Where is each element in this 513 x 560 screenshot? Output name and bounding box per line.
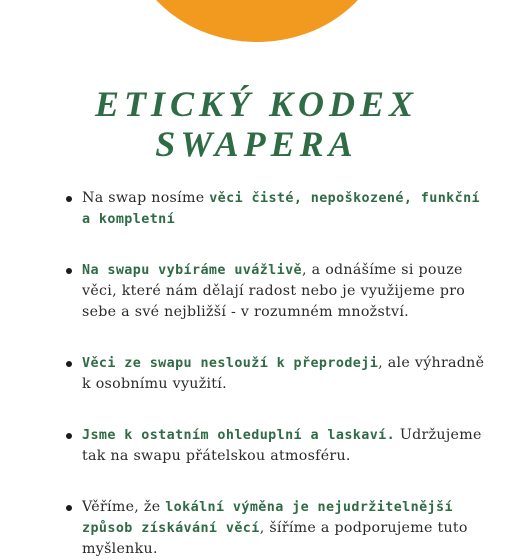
list-item [64,260,494,323]
item-highlight: lokální výměna je nejudržitelnější způsob získávání věcí [82,500,453,536]
orange-decorative-shape [126,0,388,42]
item-highlight: Věci ze swapu neslouží k přeprodeji [82,356,379,371]
item-text: Věříme, že [82,499,166,515]
item-text-end: Udržujeme tak na swapu přátelskou atmosféru. [82,427,482,464]
list-item [64,425,494,467]
item-highlight: věci čisté, nepoškozené, funkční a kompletní [82,191,480,227]
list-item [64,353,494,395]
title-line-2: SWAPERA [155,124,358,164]
item-text-end: , a odnášíme si pouze věci, které nám dělají radost nebo je využijeme pro sebe a své nejbližší - v rozumném množství. [82,262,466,320]
item-highlight: Na swapu vybíráme uvážlivě [82,263,303,278]
item-highlight: Jsme k ostatním ohleduplní a laskaví. [82,428,396,443]
item-text: Na swap nosíme [82,190,210,206]
item-text-end: , ale výhradně k osobnímu využití. [82,355,485,392]
title-line-1: ETICKÝ KODEX [94,84,419,124]
list-item [64,497,494,560]
item-text-end: , šíříme a podporujeme tuto myšlenku. [82,520,468,557]
code-of-conduct-list [64,188,494,560]
list-item [64,188,494,230]
